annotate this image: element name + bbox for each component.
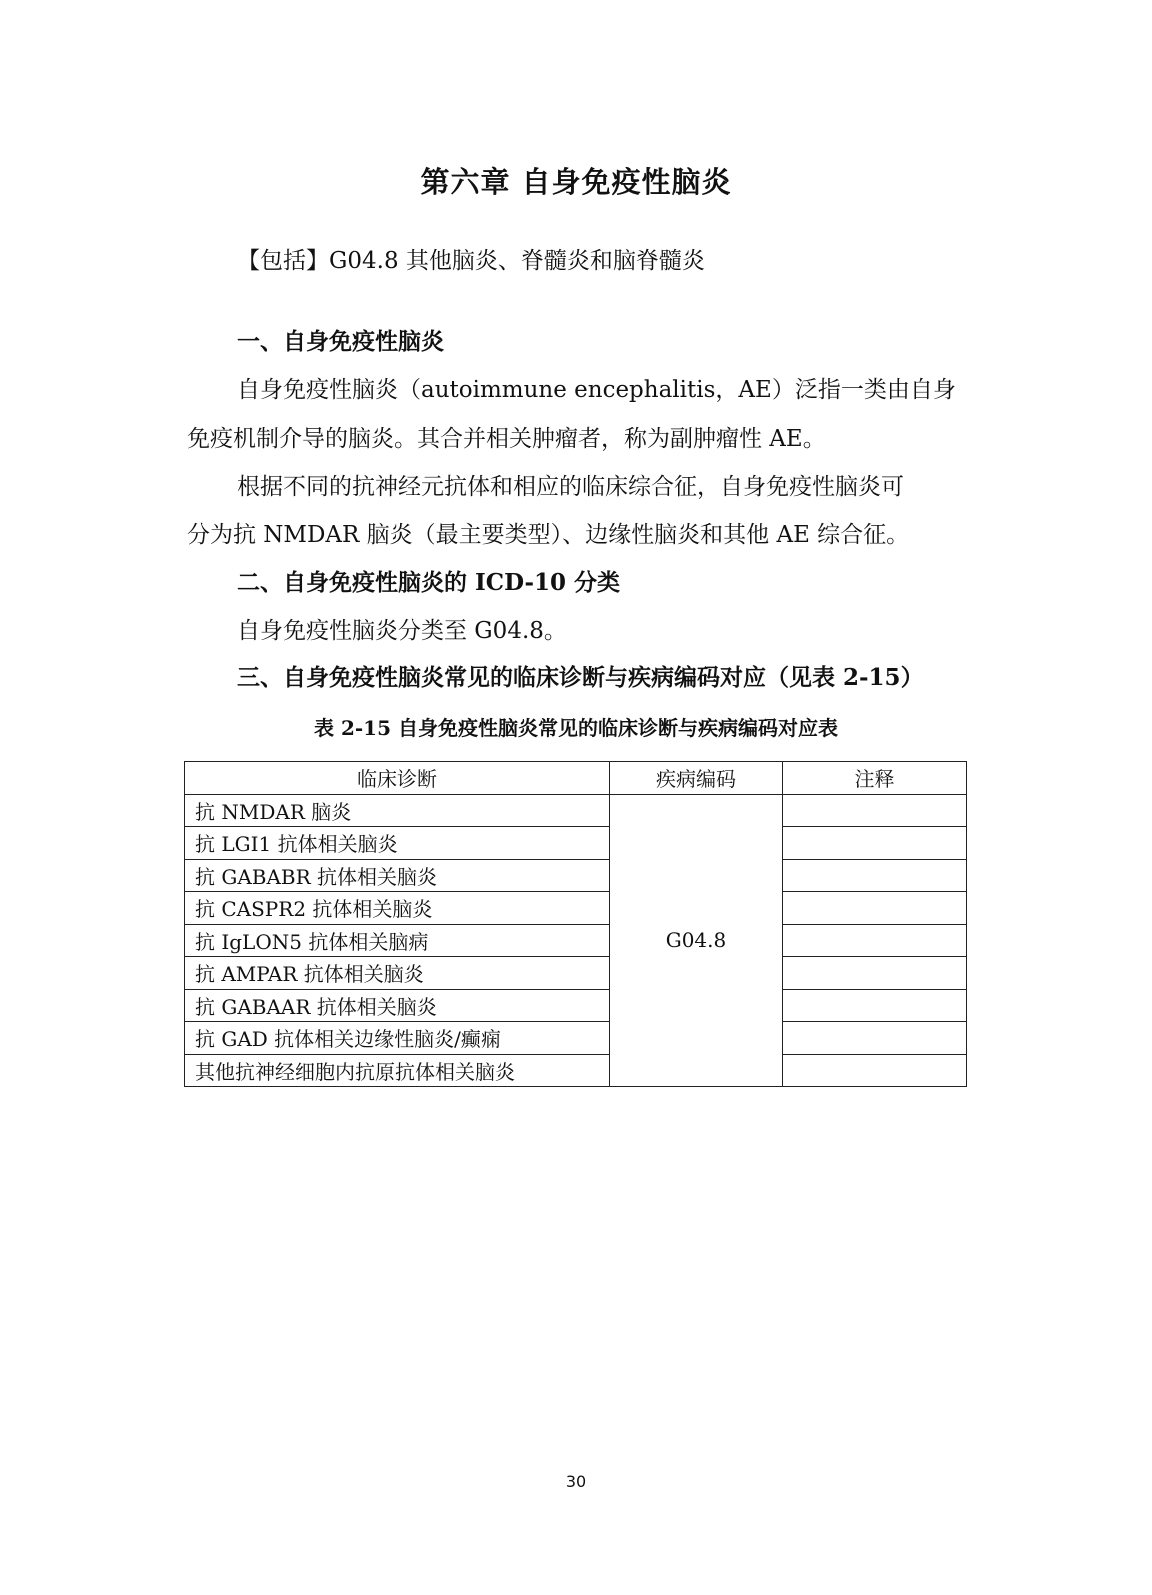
table-row: [185, 957, 967, 990]
table-row: [185, 924, 967, 957]
section2-paragraph: 自身免疫性脑炎分类至 G04.8。: [237, 618, 567, 644]
table-row: [185, 989, 967, 1022]
section1-paragraph1-line1: 自身免疫性脑炎（autoimmune encephalitis，AE）泛指一类由自身: [237, 377, 956, 403]
header-disease-code: 疾病编码: [610, 762, 783, 795]
diagnosis-code-table: [184, 761, 967, 1087]
notes-cell: [783, 794, 967, 827]
notes-cell: [783, 924, 967, 957]
section1-paragraph2-line1: 根据不同的抗神经元抗体和相应的临床综合征，自身免疫性脑炎可: [237, 474, 904, 500]
notes-cell: [783, 859, 967, 892]
table-header-row: [185, 762, 967, 795]
diagnosis-cell: 抗 CASPR2 抗体相关脑炎: [185, 892, 610, 925]
notes-cell: [783, 989, 967, 1022]
notes-cell: [783, 827, 967, 860]
diagnosis-cell: 抗 GAD 抗体相关边缘性脑炎/癫痫: [185, 1022, 610, 1055]
diagnosis-cell: 抗 GABAAR 抗体相关脑炎: [185, 989, 610, 1022]
diagnosis-cell: 抗 GABABR 抗体相关脑炎: [185, 859, 610, 892]
section1-paragraph2-line2: 分为抗 NMDAR 脑炎（最主要类型）、边缘性脑炎和其他 AE 综合征。: [187, 522, 910, 548]
table-row: [185, 1054, 967, 1087]
table-caption: 表 2-15 自身免疫性脑炎常见的临床诊断与疾病编码对应表: [314, 716, 838, 740]
table-row: [185, 1022, 967, 1055]
diagnosis-cell: 其他抗神经细胞内抗原抗体相关脑炎: [185, 1054, 610, 1087]
notes-cell: [783, 1054, 967, 1087]
section2-heading: 二、自身免疫性脑炎的 ICD-10 分类: [237, 569, 621, 596]
includes-line: 【包括】G04.8 其他脑炎、脊髓炎和脑脊髓炎: [237, 248, 705, 274]
table-row: [185, 892, 967, 925]
chapter-title: 第六章 自身免疫性脑炎: [420, 165, 732, 199]
header-notes: 注释: [783, 762, 967, 795]
notes-cell: [783, 892, 967, 925]
page-number: 30: [565, 1472, 587, 1491]
diagnosis-cell: 抗 LGI1 抗体相关脑炎: [185, 827, 610, 860]
disease-code-cell: G04.8: [610, 794, 783, 1087]
section3-heading: 三、自身免疫性脑炎常见的临床诊断与疾病编码对应（见表 2-15）: [237, 664, 924, 691]
notes-cell: [783, 957, 967, 990]
table-row: [185, 794, 967, 827]
diagnosis-cell: 抗 NMDAR 脑炎: [185, 794, 610, 827]
table-row: [185, 827, 967, 860]
notes-cell: [783, 1022, 967, 1055]
diagnosis-cell: 抗 IgLON5 抗体相关脑病: [185, 924, 610, 957]
header-clinical-diagnosis: 临床诊断: [185, 762, 610, 795]
table-row: [185, 859, 967, 892]
diagnosis-cell: 抗 AMPAR 抗体相关脑炎: [185, 957, 610, 990]
section1-heading: 一、自身免疫性脑炎: [237, 328, 444, 355]
section1-paragraph1-line2: 免疫机制介导的脑炎。其合并相关肿瘤者，称为副肿瘤性 AE。: [187, 426, 826, 452]
